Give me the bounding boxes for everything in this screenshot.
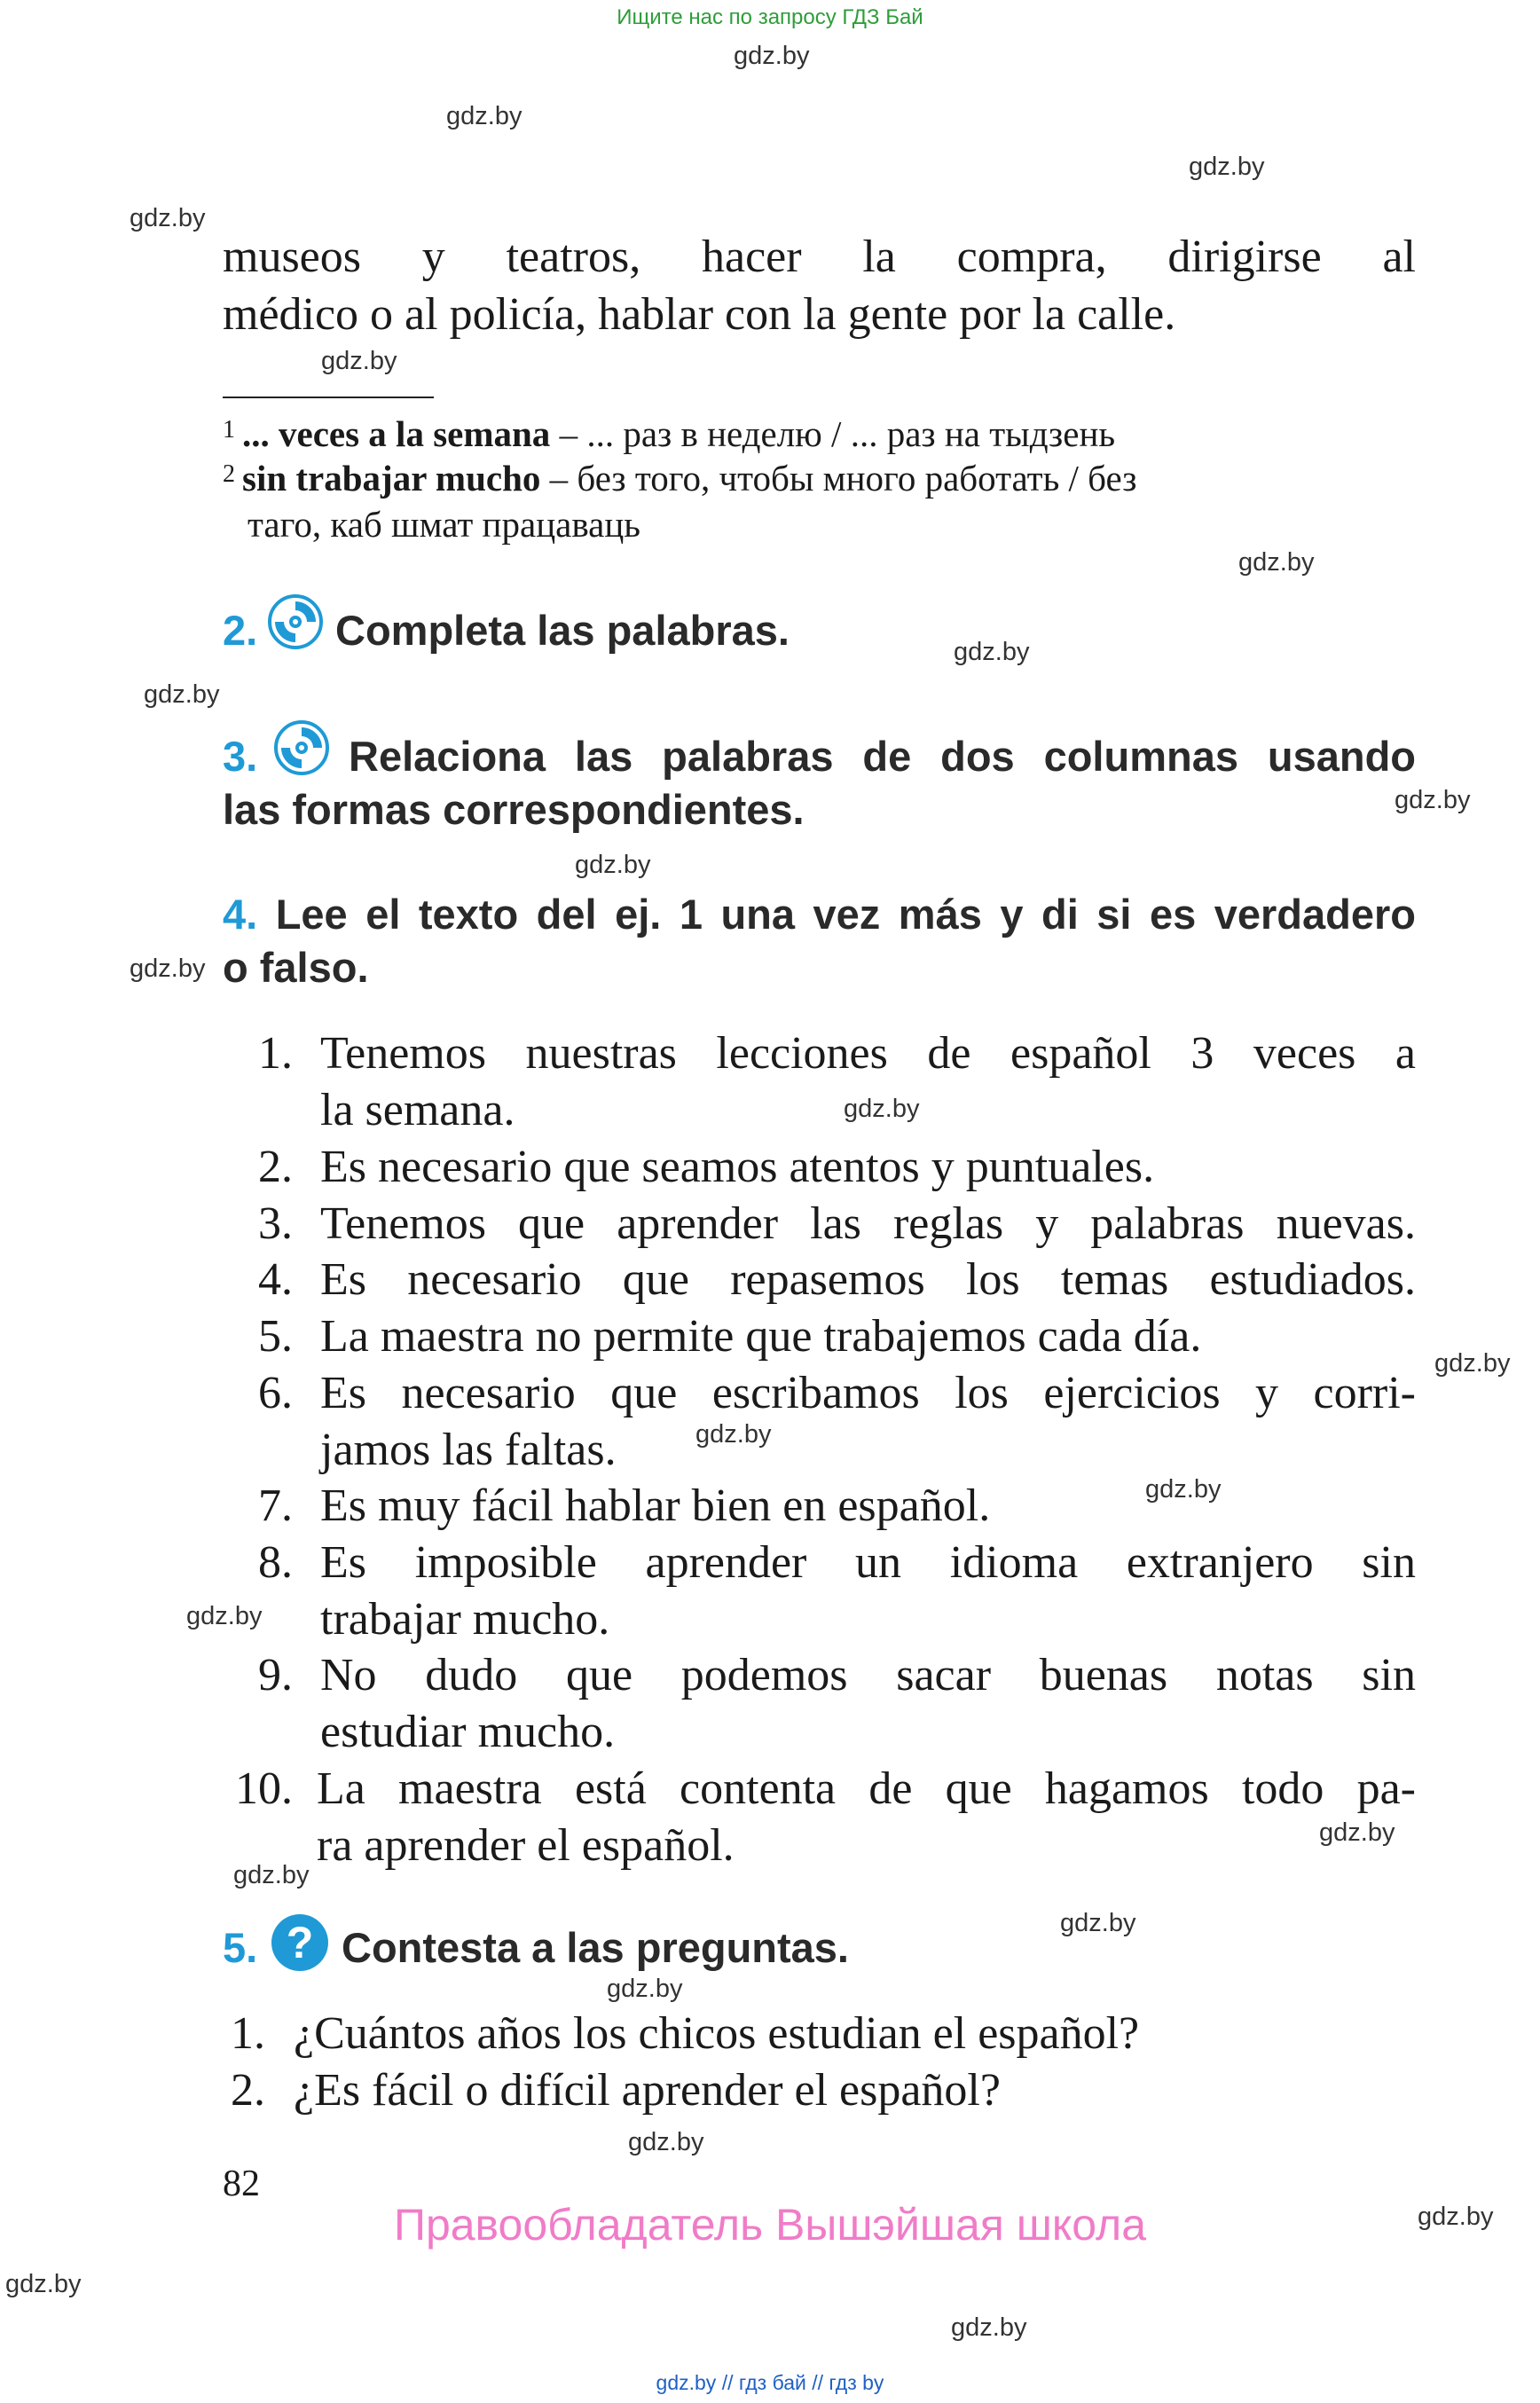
- watermark: gdz.by: [446, 102, 522, 130]
- watermark: gdz.by: [1238, 548, 1315, 577]
- watermark: gdz.by: [321, 347, 397, 375]
- task-3-number: 3.: [223, 733, 258, 780]
- text-line: museos y teatros, hacer la compra, dirigirse al: [223, 232, 1416, 282]
- watermark: gdz.by: [1395, 786, 1471, 814]
- statement-text: Es muy fácil hablar bien en español.: [320, 1480, 991, 1531]
- footnote-2: [223, 457, 1136, 499]
- watermark: gdz.by: [695, 1420, 772, 1449]
- statement-text: Es imposible aprender un idioma extranjero sin: [320, 1537, 1416, 1588]
- statement-number: 1.: [258, 1028, 293, 1079]
- watermark: gdz.by: [144, 680, 220, 709]
- statement-text: Tenemos que aprender las reglas y palabras nuevas.: [320, 1198, 1416, 1249]
- watermark: gdz.by: [734, 42, 810, 70]
- task-2-number: 2.: [223, 607, 258, 654]
- watermark: gdz.by: [1418, 2203, 1494, 2231]
- footnote-term: sin trabajar mucho: [242, 458, 541, 499]
- text-line: médico o al policía, hablar con la gente por la calle.: [223, 289, 1176, 340]
- task-4-text-line: o falso.: [223, 944, 369, 991]
- statement-text: Es necesario que seamos atentos y puntuales.: [320, 1142, 1155, 1192]
- watermark: gdz.by: [954, 638, 1030, 666]
- footnote-2-continuation: таго, каб шмат працаваць: [248, 504, 640, 545]
- task-5-text: Contesta a las preguntas.: [342, 1924, 849, 1971]
- watermark: gdz.by: [1434, 1349, 1511, 1378]
- footnote-divider: [223, 397, 434, 398]
- rights-holder: Правообладатель Вышэйшая школа: [394, 2200, 1146, 2250]
- statement-text: Es necesario que escribamos los ejercicios y corri-: [320, 1368, 1416, 1418]
- watermark: gdz.by: [951, 2313, 1027, 2342]
- watermark: gdz.by: [130, 204, 206, 232]
- statement-text: No dudo que podemos sacar buenas notas sin: [320, 1650, 1416, 1700]
- statement-text: La maestra no permite que trabajemos cada día.: [320, 1311, 1202, 1362]
- task-4-text-line: 4. Lee el texto del ej. 1 una vez más y di si es verdadero: [223, 891, 1416, 938]
- task-2-text: Completa las palabras.: [335, 607, 790, 654]
- watermark: gdz.by: [1189, 153, 1265, 181]
- task-3-text-line: las formas correspondientes.: [223, 786, 805, 833]
- statement-number: 6.: [258, 1368, 293, 1418]
- watermark: gdz.by: [186, 1602, 263, 1630]
- footnote-number: 1: [223, 416, 235, 444]
- audio-cd-icon: [274, 720, 329, 775]
- task-3-text-line: Relaciona las palabras de dos columnas usando: [349, 733, 1416, 780]
- footer-links: gdz.by // гдз бай // гдз by: [656, 2371, 884, 2394]
- statement-text: ra aprender el español.: [317, 1820, 735, 1871]
- statement-text: La maestra está contenta de que hagamos todo pa-: [317, 1763, 1416, 1814]
- question-number: 1.: [231, 2008, 265, 2059]
- audio-cd-icon: [268, 594, 323, 649]
- watermark: gdz.by: [628, 2128, 704, 2156]
- watermark: gdz.by: [5, 2270, 82, 2298]
- statement-number: 4.: [258, 1254, 293, 1305]
- statement-number: 7.: [258, 1480, 293, 1531]
- watermark: gdz.by: [607, 1975, 683, 2003]
- statement-text: Es necesario que repasemos los temas estudiados.: [320, 1254, 1416, 1305]
- question-icon: ?: [271, 1914, 328, 1971]
- watermark: gdz.by: [130, 954, 206, 983]
- watermark: gdz.by: [575, 851, 651, 879]
- statement-number: 3.: [258, 1198, 293, 1249]
- footnote-translation: – ... раз в неделю / ... раз на тыдзень: [559, 413, 1116, 454]
- footnote-number: 2: [223, 460, 235, 488]
- task-5-number: 5.: [223, 1924, 258, 1971]
- watermark: gdz.by: [1060, 1909, 1136, 1937]
- statement-text: estudiar mucho.: [320, 1707, 616, 1757]
- statement-number: 8.: [258, 1537, 293, 1588]
- question-number: 2.: [231, 2065, 265, 2116]
- statement-text: Tenemos nuestras lecciones de español 3 veces a: [320, 1028, 1416, 1079]
- watermark: gdz.by: [1145, 1475, 1222, 1504]
- watermark: gdz.by: [233, 1861, 310, 1889]
- statement-number: 5.: [258, 1311, 293, 1362]
- statement-number: 2.: [258, 1142, 293, 1192]
- statement-text: trabajar mucho.: [320, 1594, 610, 1645]
- statement-number: 10.: [235, 1763, 293, 1814]
- statement-text: la semana.: [320, 1085, 515, 1135]
- question-text: ¿Es fácil o difícil aprender el español?: [294, 2065, 1001, 2116]
- top-banner: Ищите нас по запросу ГДЗ Бай: [617, 5, 923, 29]
- statement-number: 9.: [258, 1650, 293, 1700]
- footnote-term: ... veces a la semana: [242, 413, 551, 454]
- page-number: 82: [223, 2163, 260, 2204]
- question-text: ¿Cuántos años los chicos estudian el español?: [294, 2008, 1140, 2059]
- watermark: gdz.by: [1319, 1818, 1395, 1847]
- footnote-1: [223, 412, 1115, 455]
- watermark: gdz.by: [844, 1095, 920, 1123]
- statement-text: jamos las faltas.: [320, 1425, 617, 1475]
- footnote-translation: – без того, чтобы много работать / без: [549, 458, 1137, 499]
